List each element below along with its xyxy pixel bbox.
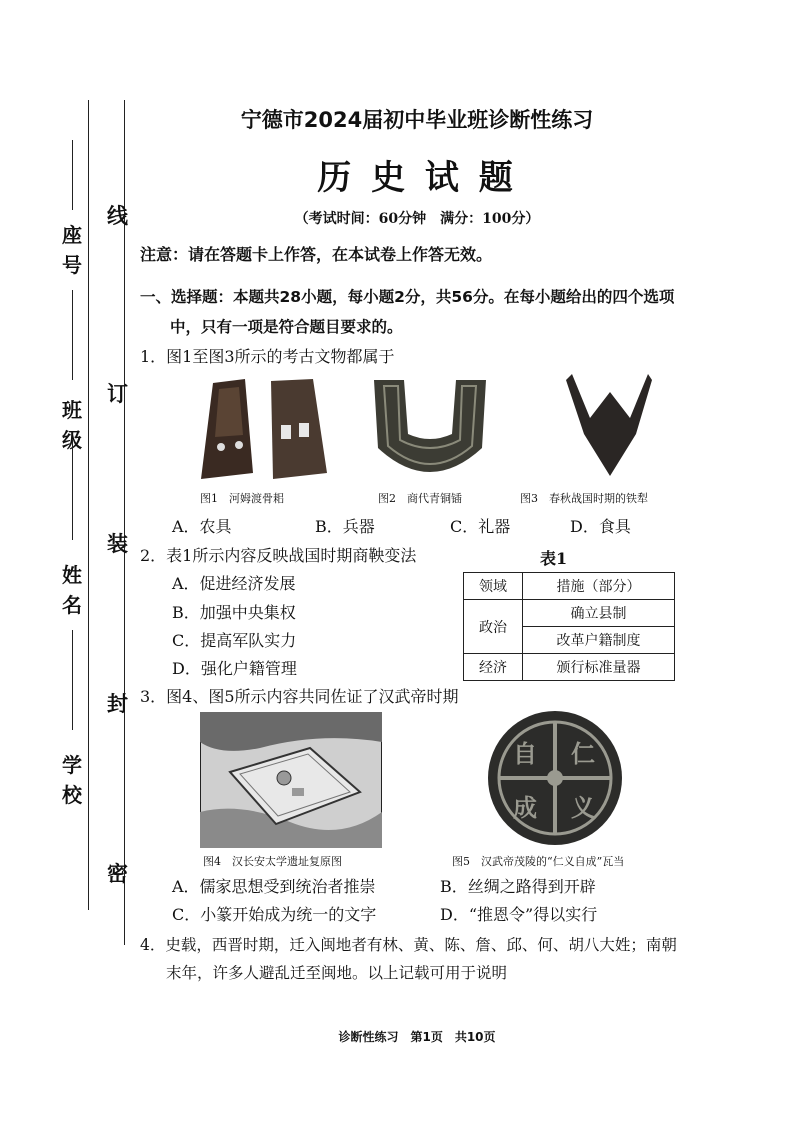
table-header-measures: 措施（部分） <box>523 573 675 600</box>
q2-option-c: C．提高军队实力 <box>172 631 297 650</box>
table-cell-measure: 确立县制 <box>523 600 675 627</box>
fig5-roof-tile-image <box>485 708 625 848</box>
blank-school <box>72 630 73 730</box>
binding-char-feng: 封 <box>107 692 128 716</box>
q4-line2: 末年，许多人避乱迁至闽地。以上记载可用于说明 <box>166 964 508 982</box>
q1-option-b: B．兵器 <box>315 517 375 536</box>
blank-name <box>72 440 73 540</box>
fig5-tile-char-4: 成 <box>513 793 537 822</box>
q2-option-b: B．加强中央集权 <box>172 603 296 622</box>
fig2-caption: 图2 商代青铜锸 <box>378 492 462 505</box>
table-row <box>464 654 675 681</box>
fig5-tile-char-2: 义 <box>571 793 595 822</box>
binding-char-ding: 订 <box>107 382 128 406</box>
q3-stem: 3．图4、图5所示内容共同佐证了汉武帝时期 <box>140 687 459 706</box>
table1-caption: 表1 <box>540 549 568 568</box>
q3-option-d: D．“推恩令”得以实行 <box>440 905 598 924</box>
section1-line2: 中，只有一项是符合题目要求的。 <box>170 318 403 336</box>
q2-option-a: A．促进经济发展 <box>172 574 296 593</box>
q4-line1: 4．史载，西晋时期，迁入闽地者有林、黄、陈、詹、邱、何、胡八大姓；南朝 <box>140 936 677 954</box>
exam-subtitle: 宁德市2024届初中毕业班诊断性练习 <box>240 108 594 132</box>
fig2-bronze-spade-image <box>370 378 490 486</box>
table-cell-measure: 颁行标准量器 <box>523 654 675 681</box>
field-name: 姓名 <box>62 563 82 617</box>
fig1-bone-spade-image <box>195 375 335 483</box>
q2-option-d: D．强化户籍管理 <box>172 659 297 678</box>
blank-class <box>72 290 73 380</box>
table1 <box>463 572 675 681</box>
field-seat-number: 座号 <box>62 223 82 277</box>
q3-option-c: C．小篆开始成为统一的文字 <box>172 905 377 924</box>
fig5-tile-char-1: 仁 <box>571 739 595 768</box>
fig1-caption: 图1 河姆渡骨耜 <box>200 492 284 505</box>
table-cell-measure: 改革户籍制度 <box>523 627 675 654</box>
table-row <box>464 600 675 627</box>
q1-option-c: C．礼器 <box>450 517 511 536</box>
exam-info: （考试时间：60分钟 满分：100分） <box>294 211 540 227</box>
q1-stem: 1．图1至图3所示的考古文物都属于 <box>140 347 395 366</box>
field-school: 学校 <box>62 753 82 807</box>
fig3-iron-plough-image <box>560 372 660 482</box>
q3-option-b: B．丝绸之路得到开辟 <box>440 877 596 896</box>
fig5-tile-char-3: 自 <box>513 739 537 768</box>
fig4-caption: 图4 汉长安太学遗址复原图 <box>203 855 342 868</box>
table-row <box>464 573 675 600</box>
exam-notice: 注意：请在答题卡上作答，在本试卷上作答无效。 <box>140 245 493 264</box>
q1-option-d: D．食具 <box>570 517 631 536</box>
section1-line1: 一、选择题：本题共28小题，每小题2分，共56分。在每小题给出的四个选项 <box>140 288 675 306</box>
fig3-caption: 图3 春秋战国时期的铁犁 <box>520 492 648 505</box>
binding-char-mi: 密 <box>107 862 128 886</box>
fig4-academy-site-image <box>200 712 382 848</box>
binding-char-zhuang: 装 <box>107 532 128 556</box>
q2-stem: 2．表1所示内容反映战国时期商鞅变法 <box>140 546 417 565</box>
page-footer: 诊断性练习 第1页 共10页 <box>338 1030 496 1044</box>
table-header-field: 领域 <box>464 573 523 600</box>
q1-option-a: A．农具 <box>172 517 232 536</box>
exam-title: 历 史 试 题 <box>317 158 517 198</box>
fig5-caption: 图5 汉武帝茂陵的“仁义自成”瓦当 <box>452 855 625 868</box>
table-cell-field: 经济 <box>464 654 523 681</box>
q3-option-a: A．儒家思想受到统治者推崇 <box>172 877 376 896</box>
binding-char-xian: 线 <box>107 204 128 228</box>
table-cell-field: 政治 <box>464 600 523 654</box>
field-class: 班级 <box>62 398 82 452</box>
